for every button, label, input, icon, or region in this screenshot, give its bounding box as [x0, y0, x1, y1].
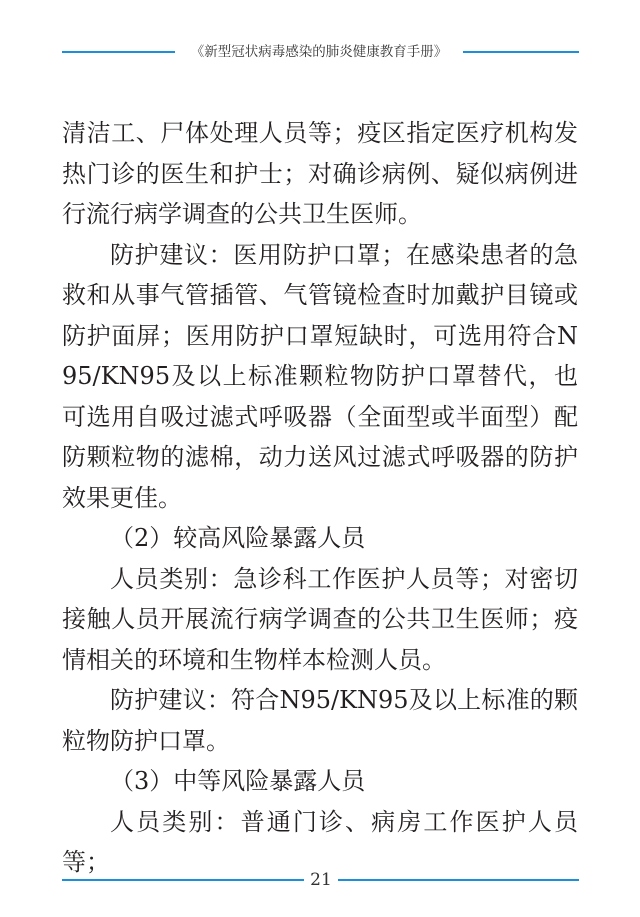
paragraph-personnel-category-2: 人员类别：急诊科工作医护人员等；对密切接触人员开展流行病学调查的公共卫生医师；疫情相关的环境和生物样本检测人员。 — [62, 564, 578, 674]
section-heading-higher-risk: （2）较高风险暴露人员 — [110, 524, 366, 552]
page-footer — [0, 868, 640, 892]
section-heading-medium-risk: （3）中等风险暴露人员 — [110, 767, 366, 795]
header-rule-left — [62, 51, 175, 53]
header-rule-right — [463, 51, 579, 53]
page-header — [0, 40, 640, 64]
paragraph-continued: 清洁工、尸体处理人员等；疫区指定医疗机构发热门诊的医生和护士；对确诊病例、疑似病例进行流行病学调查的公共卫生医师。 — [62, 119, 578, 228]
paragraph-protection-advice-1: 防护建议：医用防护口罩；在感染患者的急救和从事气管插管、气管镜检查时加戴护目镜或防护面屏；医用防护口罩短缺时，可选用符合N95/KN95及以上标准颗粒物防护口罩替代，也可选用自吸过滤式呼吸器（全面型或半面型）配防颗粒物的滤棉，动力送风过滤式呼吸器的防护效果更佳。 — [62, 240, 578, 512]
book-title: 《新型冠状病毒感染的肺炎健康教育手册》 — [190, 44, 448, 60]
footer-rule-right — [338, 879, 579, 881]
footer-rule-left — [62, 879, 304, 881]
paragraph-protection-advice-2: 防护建议：符合N95/KN95及以上标准的颗粒物防护口罩。 — [62, 686, 578, 755]
paragraph-personnel-category-3: 人员类别：普通门诊、病房工作医护人员等； — [62, 807, 578, 876]
page-number: 21 — [310, 870, 332, 890]
page-body — [62, 113, 578, 883]
